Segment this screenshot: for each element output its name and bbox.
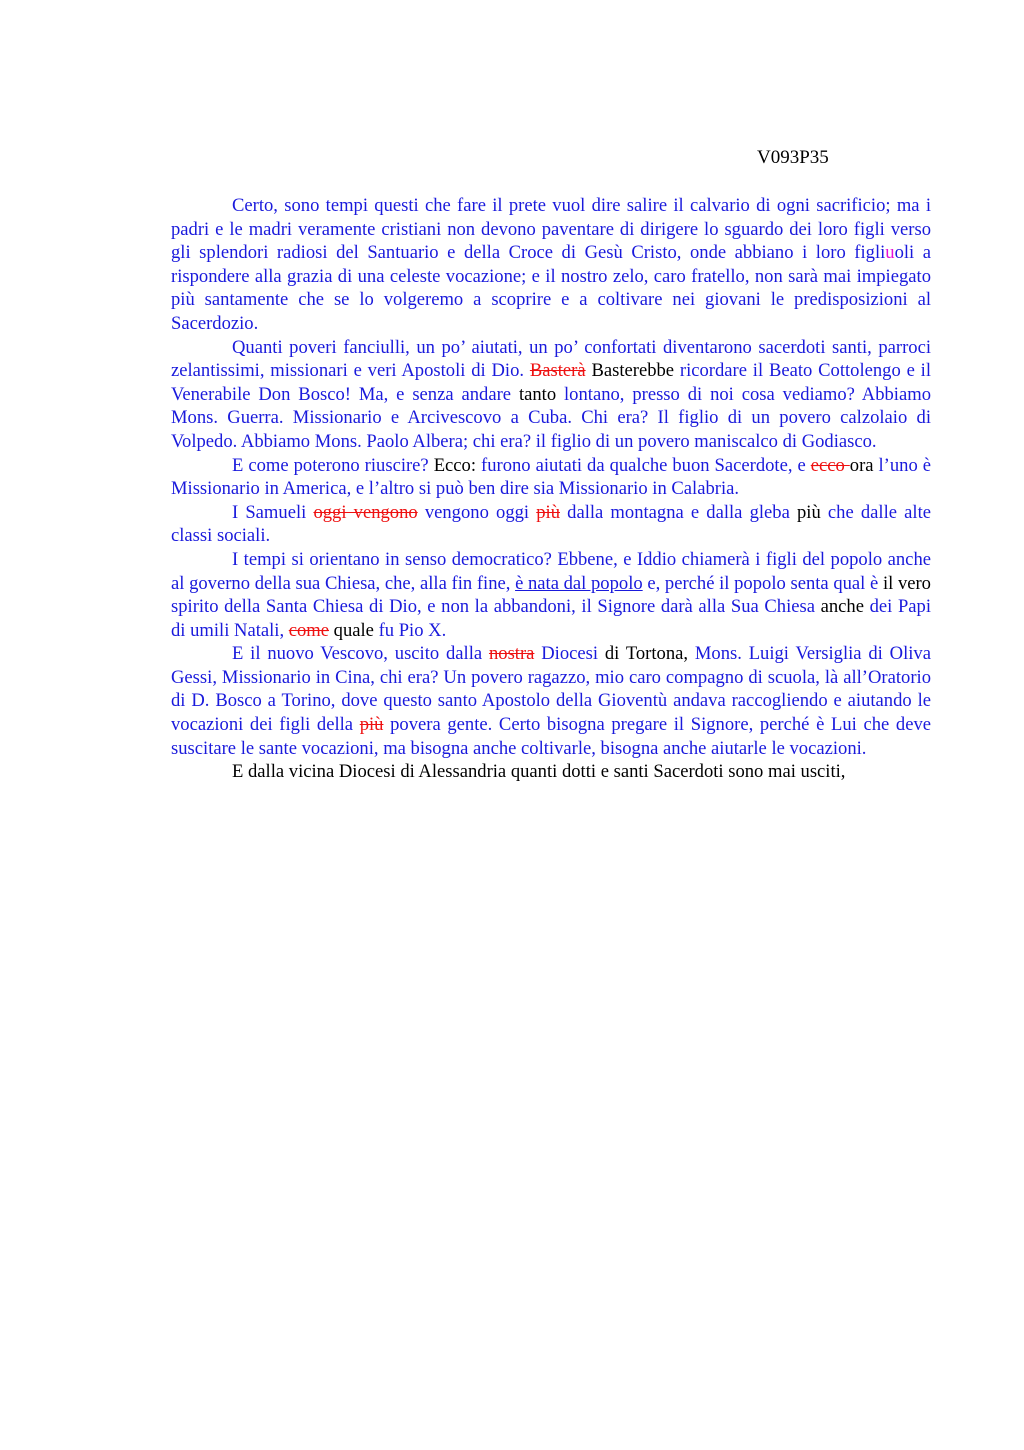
inserted-text: oli a rispondere alla grazia di una celeste vocazione; e il nostro zelo, caro fratello, non sarà mai impiegato più santamente che se lo volgeremo a scoprire e a coltivare nei giovani le predisposizioni al Sacerdozio. <box>171 242 932 334</box>
inserted-text: povera gente. Certo bisogna pregare il Signore, perché è Lui che deve suscitare le sante vocazioni, ma bisogna anche coltivarle, bisogna anche aiutarle le vocazioni. <box>171 714 931 759</box>
deleted-text: come <box>288 619 330 641</box>
inserted-text: l’uno è Missionario in America, e l’altro si può ben dire sia Missionario in Calabria. <box>171 454 932 500</box>
inserted-text: lontano, presso di noi cosa vediamo? Abbiamo Mons. Guerra. Missionario e Arcivescovo a Cuba. Chi era? Il figlio di un povero calzolaio di Volpedo. Abbiamo Mons. Paolo Albera; chi era? il figlio di un povero maniscalco di Godiasco. <box>171 383 931 452</box>
deleted-text: ecco <box>810 454 850 476</box>
original-text: Ecco: <box>433 454 482 476</box>
inserted-text: ricordare il Beato Cottolengo e il Venerabile Don Bosco! Ma, e senza andare <box>171 360 932 405</box>
inserted-text: furono aiutati da qualche buon Sacerdote, e <box>481 454 811 476</box>
deleted-text: nostra <box>488 643 535 665</box>
inserted-text: Certo, sono tempi questi che fare il prete vuol dire salire il calvario di ogni sacrificio; ma i padri e le madri veramente cristiani non devono paventare di dirigere lo sguardo dei loro figli verso gli splendori radiosi del Santuario e della Croce di Gesù Cristo, onde abbiano i loro figli <box>171 195 931 264</box>
original-text: ora <box>849 454 879 476</box>
page-code: V093P35 <box>757 147 829 168</box>
original-text: di Tortona, <box>604 643 695 665</box>
original-text: quale <box>329 619 379 641</box>
inserted-text: E il nuovo Vescovo, uscito dalla <box>232 643 489 665</box>
inserted-text: spirito della Santa Chiesa di Dio, e non la abbandoni, il Signore darà alla Sua Chiesa <box>171 596 821 618</box>
paragraph <box>171 501 931 548</box>
original-text: anche <box>820 596 870 618</box>
inserted-text: Mons. Luigi Versiglia di Oliva Gessi, Missionario in Cina, chi era? Un povero ragazzo, mio caro compagno di scuola, là all’Oratorio di D. Bosco a Torino, dove questo santo Apostolo della Gioventù andava raccogliendo e aiutando le vocazioni dei figli della <box>171 643 931 736</box>
paragraph <box>171 642 931 760</box>
inserted-text: E come poterono riuscire? <box>232 454 434 476</box>
inserted-text: I tempi si orientano in senso democratico? Ebbene, e Iddio chiamerà i figli del popolo anche al governo della sua Chiesa, che, alla fin fine, <box>171 548 931 594</box>
inserted-text: dei Papi di umili Natali, <box>171 596 931 641</box>
deleted-text: oggi vengono <box>313 501 418 523</box>
original-text: tanto <box>518 383 565 405</box>
inserted-text: dalla montagna e dalla gleba <box>560 501 797 523</box>
deleted-text: Basterà <box>529 360 586 382</box>
inserted-text: Quanti poveri fanciulli, un po’ aiutati, un po’ confortati diventarono sacerdoti santi, parroci zelantissimi, missionari e veri Apostoli di Dio. <box>171 336 931 382</box>
underlined-text: è nata dal popolo <box>515 572 643 594</box>
paragraph <box>171 454 931 501</box>
inserted-text: fu Pio X. <box>378 619 447 641</box>
original-text: il vero <box>882 572 931 594</box>
inserted-text: I Samueli <box>232 501 314 523</box>
document-body <box>171 194 931 784</box>
paragraph <box>171 336 931 454</box>
deleted-text: più <box>536 501 560 523</box>
inserted-text: e, perché il popolo senta qual è <box>642 572 883 594</box>
paragraph <box>171 548 931 642</box>
paragraph <box>171 760 931 784</box>
inserted-text: Diocesi <box>534 643 605 665</box>
paragraph <box>171 194 931 336</box>
highlighted-letter: u <box>885 242 895 264</box>
original-text: più <box>797 501 828 523</box>
original-text: E dalla vicina Diocesi di Alessandria quanti dotti e santi Sacerdoti sono mai usciti, <box>232 761 846 783</box>
original-text: Basterebbe <box>585 360 680 382</box>
inserted-text: vengono oggi <box>417 501 537 523</box>
deleted-text: più <box>359 714 384 736</box>
inserted-text: che dalle alte classi sociali. <box>171 501 931 547</box>
